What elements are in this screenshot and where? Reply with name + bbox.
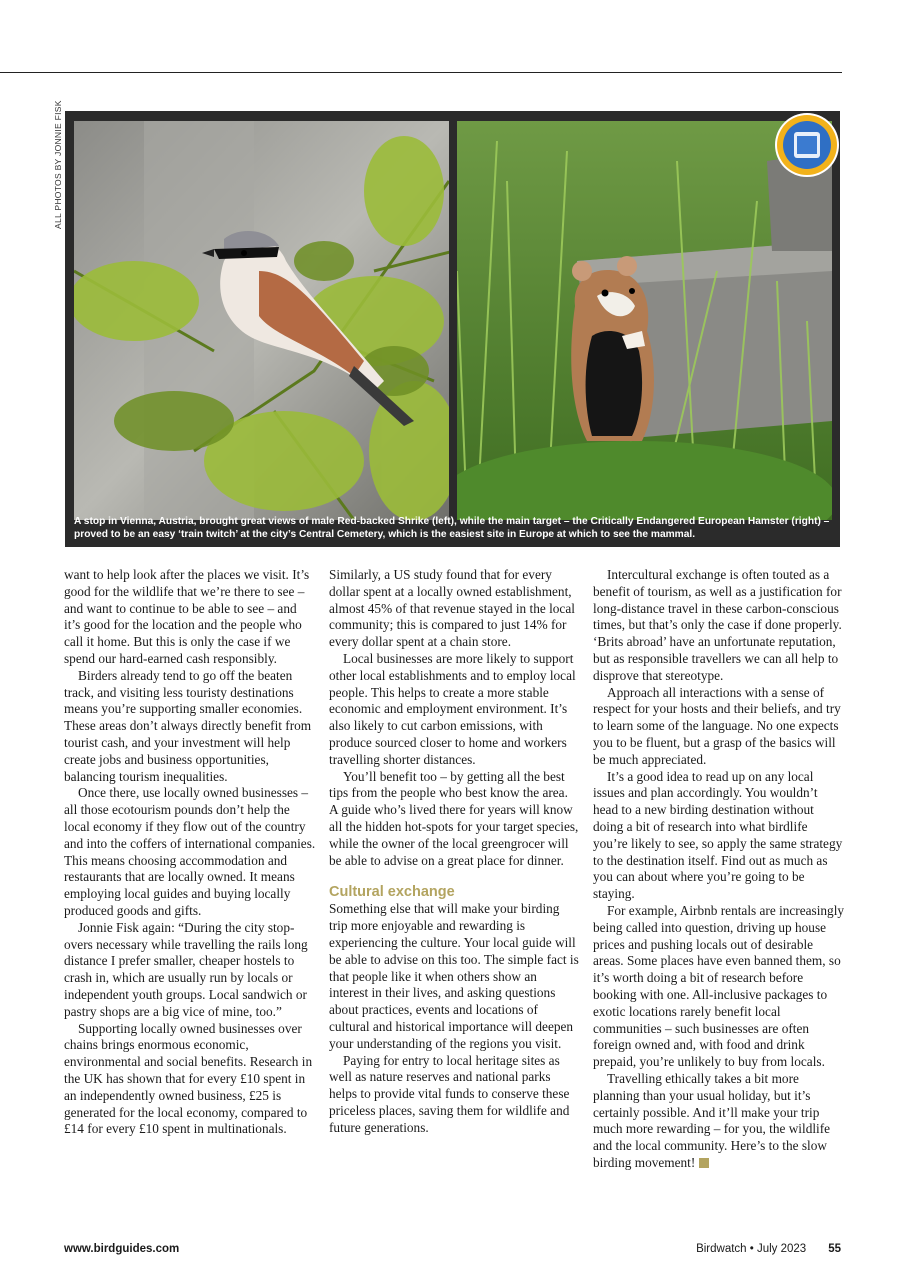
photo-caption: A stop in Vienna, Austria, brought great views of male Red-backed Shrike (left), while the main target – the Critically Endangered European Hamster (right) – proved to be an easy ‘train twitch’ at the city’s Central Cemetery, which is the easiest site in Europe at which to see the mammal. [74, 516, 830, 540]
column-1 [64, 567, 316, 1138]
paragraph [593, 1071, 845, 1172]
column-2 [329, 567, 579, 1137]
closing-text: Travelling ethically takes a bit more planning than your usual holiday, but it’s certainly possible. And it’ll make your trip much more rewarding – for you, the wildlife and the local community. Here’s to the slow birding movement! [593, 1070, 831, 1170]
paragraph: Local businesses are more likely to support other local establishments and to employ local people. This helps to create a more stable economic and employment environment. It’s also likely to cut carbon emissions, with produce sourced closer to home and workers travelling shorter distances. [329, 650, 576, 767]
paragraph: Something else that will make your birding trip more enjoyable and rewarding is experiencing the culture. Your local guide will be able to advise on this too. The simple fact is that people like it when others show an interest in their lives, and asking questions about practices, events and locations of cultural and historical importance will deepen your understanding of the regions you visit. [329, 901, 579, 1051]
paragraph: want to help look after the places we visit. It’s good for the wildlife that we’re there to see – and want to continue to be able to see – and it’s good for the location and the people who call it home. But this is only the case if we spend our hard-earned cash responsibly. [64, 567, 310, 666]
section-heading: Cultural exchange [329, 884, 455, 901]
paragraph: You’ll benefit too – by getting all the best tips from the people who best know the area. A guide who’s lived there for years will know all the hidden hot-spots for your target species, while the owner of the local greengrocer will be able to advise on a great place for dinner. [329, 768, 579, 868]
shrike-photo [74, 121, 449, 520]
header-rule [0, 72, 842, 73]
paragraph: For example, Airbnb rentals are increasingly being called into question, driving up house prices and pushing locals out of desirable areas. Some places have even banned them, so it’s worth doing a bit of research before booking with one. All-inclusive packages to exotic locations rarely benefit local communities – such businesses are often foreign owned and, with food and drink prepaid, you’re unlikely to buy from locals. [593, 902, 845, 1070]
footer-url[interactable]: www.birdguides.com [64, 1243, 180, 1255]
page-number: 55 [828, 1243, 841, 1255]
column-3 [593, 567, 845, 1172]
paragraph: Paying for entry to local heritage sites as well as nature reserves and national parks helps to provide vital funds to conserve these priceless places, saving them for wildlife and future generations. [329, 1052, 570, 1135]
paragraph: Approach all interactions with a sense of respect for your hosts and their beliefs, and try to learn some of the language. No one expects you to be fluent, but a grasp of the basics will be much appreciated. [593, 684, 841, 767]
end-mark-icon [699, 1158, 709, 1168]
photo-panel [65, 111, 840, 547]
footer-meta [696, 1243, 841, 1255]
paragraph: Jonnie Fisk again: “During the city stop-overs necessary while travelling the rails long distance I prefer smaller, cheaper hostels to crash in, which are usually run by locals or independent youth groups. Local sandwich or pastry shops are a big vice of mine, too.” [64, 919, 308, 1019]
film-clapper-icon[interactable] [774, 112, 840, 178]
magazine-issue: Birdwatch • July 2023 [696, 1243, 807, 1255]
paragraph: Birders already tend to go off the beaten track, and visiting less touristy destinations means you’re supporting smaller economies. These areas don’t always directly benefit from tourist cash, and your investment will help create jobs and business opportunities, balancing tourism inequalities. [64, 667, 312, 784]
paragraph: Once there, use locally owned businesses – all those ecotourism pounds don’t help the local economy if they flow out of the country and into the coffers of international companies. This means choosing accommodation and restaurants that are locally owned. It means employing local guides and buying locally produced goods and gifts. [64, 785, 316, 918]
hamster-photo [457, 121, 832, 520]
paragraph: Similarly, a US study found that for every dollar spent at a locally owned establishment, almost 45% of that revenue stayed in the local community; this is compared to just 14% for every dollar spent at a chain store. [329, 567, 575, 650]
photo-credit: ALL PHOTOS BY JONNIE FISK [53, 100, 63, 229]
paragraph: Supporting locally owned businesses over chains brings enormous economic, environmental and social benefits. Research in the UK has shown that for every £10 spent in an independently owned business, £25 is generated for the local economy, compared to £14 for every £10 spent in multinationals. [64, 1020, 313, 1137]
paragraph: Intercultural exchange is often touted as a benefit of tourism, as well as a justification for long-distance travel in these carbon-conscious times, but that’s only the case if done properly. ‘Brits abroad’ have an unfortunate reputation, but as responsible travellers we can all help to disprove that stereotype. [593, 567, 842, 683]
paragraph: It’s a good idea to read up on any local issues and plan accordingly. You wouldn’t head to a new birding destination without doing a bit of research into what birdlife you’re likely to see, so apply the same strategy to the destination itself. Find out as much as you can about where you’re going to be staying. [593, 768, 843, 902]
